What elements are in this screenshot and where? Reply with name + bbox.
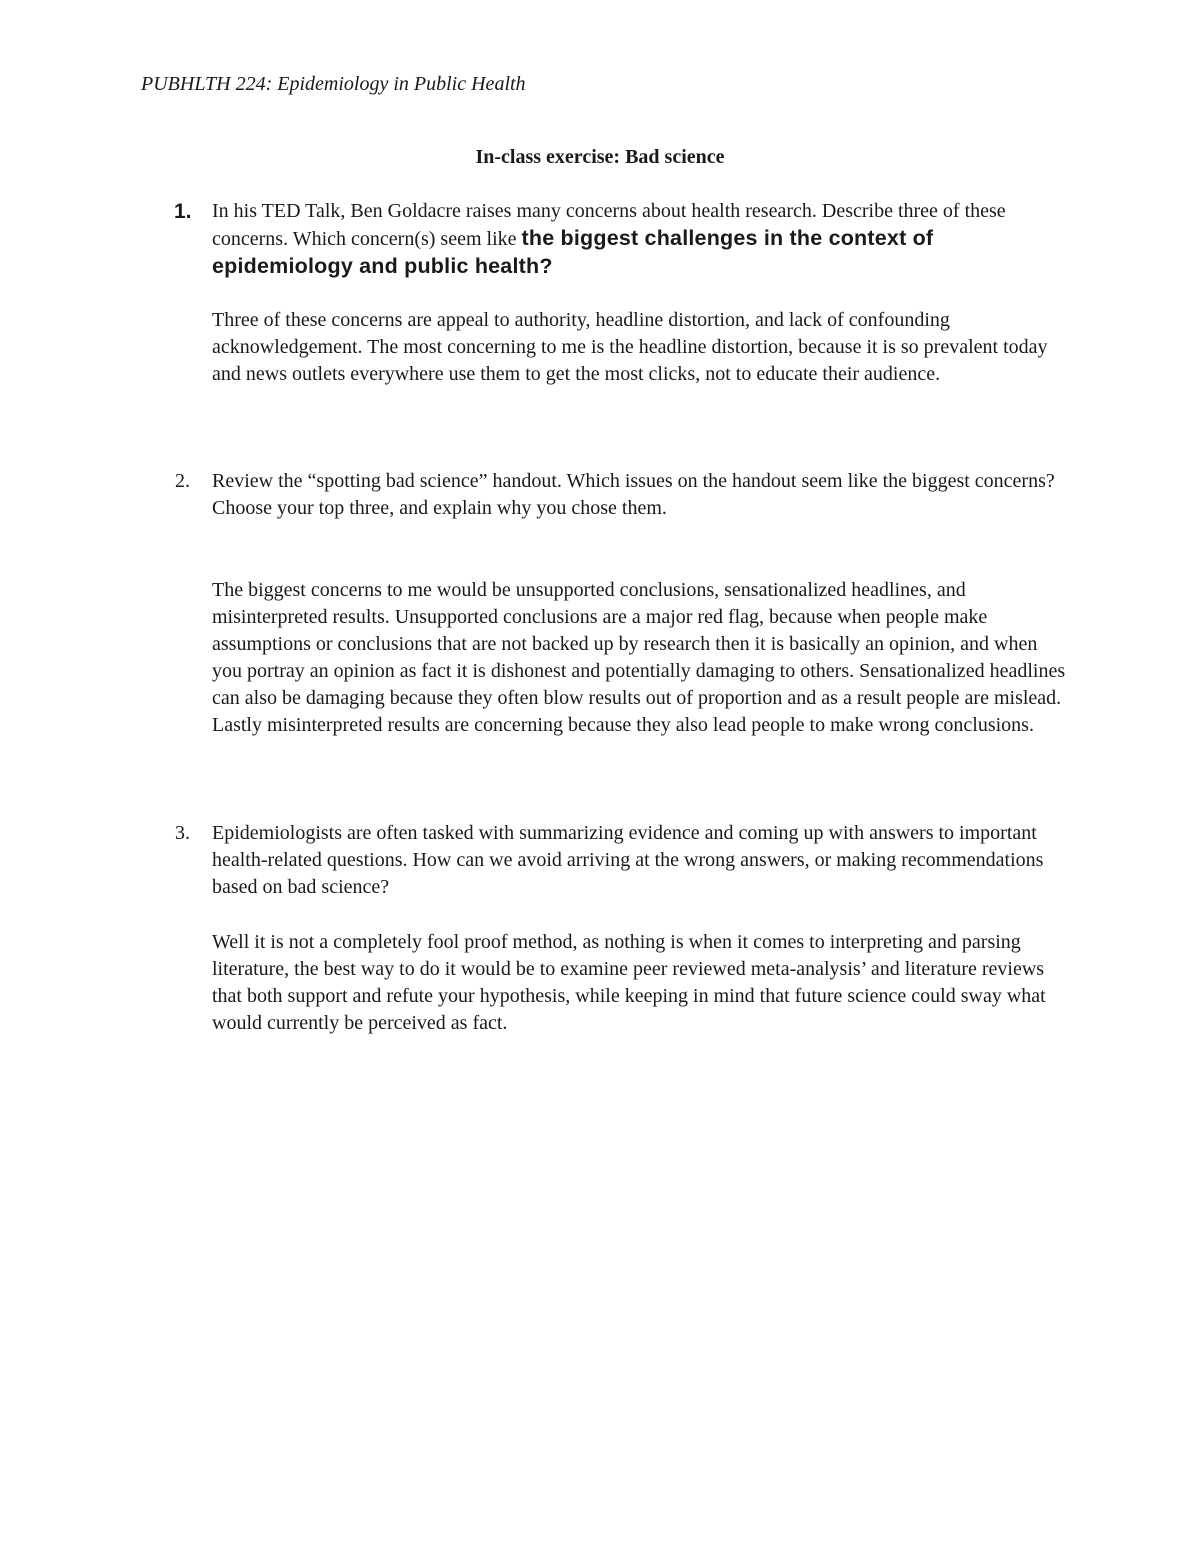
question-text: Review the “spotting bad science” handout. Which issues on the handout seem like the biggest concerns? Choose your top three, and explain why you chose them. bbox=[212, 470, 1055, 519]
question-plain-text: In his TED Talk, Ben Goldacre raises many concerns about health research. Describe three of these concerns. Which concern(s) seem like bbox=[212, 200, 1006, 250]
question-number: 3. bbox=[175, 822, 190, 844]
question-text: Epidemiologists are often tasked with summarizing evidence and coming up with answers to important health-related questions. How can we avoid arriving at the wrong answers, or making recommendations based on bad science? bbox=[212, 822, 1044, 898]
answer-text: Three of these concerns are appeal to authority, headline distortion, and lack of confounding acknowledgement. The most concerning to me is the headline distortion, because it is so prevalent today and news outlets everywhere use them to get the most clicks, not to educate their audience. bbox=[212, 309, 1048, 385]
question-number: 2. bbox=[175, 470, 190, 492]
answer-text: The biggest concerns to me would be unsupported conclusions, sensationalized headlines, and misinterpreted results. Unsupported conclusions are a major red flag, because when people make assumptions or conclusions that are not backed up by research then it is basically an opinion, and when you portray an opinion as fact it is dishonest and potentially damaging to others. Sensationalized headlines can also be damaging because they often blow results out of proportion and as a result people are mislead. Lastly misinterpreted results are concerning because they also lead people to make wrong conclusions. bbox=[212, 579, 1066, 736]
page-title: In-class exercise: Bad science bbox=[475, 146, 725, 168]
question-text bbox=[212, 198, 1072, 281]
answer-text: Well it is not a completely fool proof method, as nothing is when it comes to interpreting and parsing literature, the best way to do it would be to examine peer reviewed meta-analysis’ and literature reviews that both support and refute your hypothesis, while keeping in mind that future science could sway what would currently be perceived as fact. bbox=[212, 931, 1046, 1034]
question-emphasis-text: the biggest challenges in the context of epidemiology and public health? bbox=[212, 226, 934, 278]
page-header: PUBHLTH 224: Epidemiology in Public Health bbox=[141, 73, 526, 95]
question-number: 1. bbox=[174, 200, 192, 223]
